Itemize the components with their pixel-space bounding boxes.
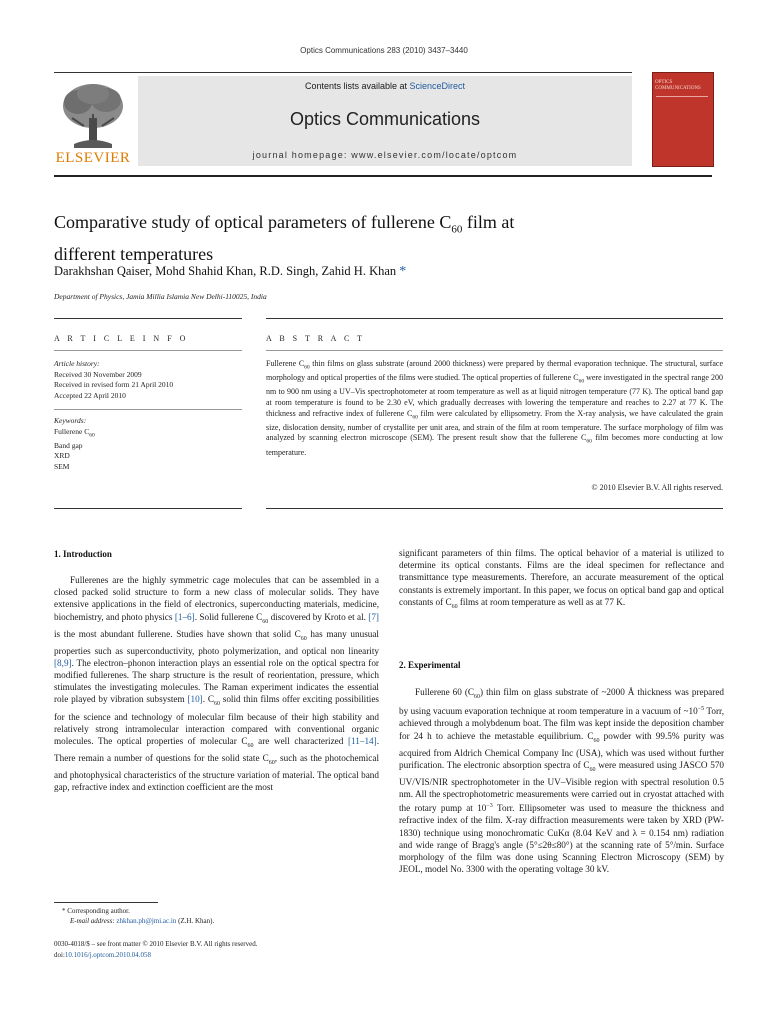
title-line2: different temperatures — [54, 243, 214, 264]
elsevier-wordmark: ELSEVIER — [55, 150, 131, 166]
issn-line: 0030-4018/$ – see front matter © 2010 Elsevier B.V. All rights reserved. — [54, 940, 258, 948]
journal-name: Optics Communications — [289, 109, 481, 129]
experimental-heading: 2. Experimental — [399, 660, 461, 670]
corresponding-author-mark[interactable]: * — [399, 264, 407, 279]
article-info-bottom-rule — [54, 508, 242, 509]
intro-text: is the most abundant fullerene. Studies have shown that solid C — [54, 628, 301, 639]
abstract-mid-rule — [266, 350, 723, 351]
footnote-corresponding-text: Corresponding author. — [65, 907, 130, 915]
intro-sub: 60 — [213, 701, 220, 708]
article-info-mid-rule — [54, 350, 242, 351]
title-subscript: 60 — [451, 223, 463, 236]
exp-sup: −5 — [697, 706, 705, 713]
abstract-text: thin films on glass substrate (around 2000 thickness) were prepared by thermal evaporation technique. The structural, surface morphology and optical properties of the films were studied. The optical properties of fullerene C — [266, 359, 724, 383]
abstract-text: were investigated in the spectral range 200 nm to 900 nm using a UV–Vis spectrophotometer at room temperature as well as at liquid nitrogen temperature (77 K). The optical band gap at room temperature is found to be 2.30 eV, which gradually decreases with lowering the temperature and reaches to 2.27 at 77 K. The thickness and refractive index of fullerene C — [266, 373, 723, 418]
intro-sub: 60 — [268, 759, 275, 766]
author-list — [54, 264, 714, 280]
sciencedirect-link[interactable]: ScienceDirect — [409, 81, 466, 91]
cover-rule — [656, 96, 708, 97]
keywords — [54, 416, 242, 472]
accepted-date: Accepted 22 April 2010 — [54, 390, 126, 400]
introduction-body — [54, 574, 379, 793]
cover-title — [655, 80, 709, 92]
intro-text: has many unusual properties such as superconductivity, photo polymerization, and optical non linearity — [54, 628, 379, 656]
header-top-rule — [54, 72, 632, 73]
contents-line — [138, 81, 632, 91]
intro-text: . C — [202, 694, 214, 705]
abstract-text: film were calculated by ellipsometry. From the X-ray analysis, we have calculated the grain size, dislocation density, number of crystallite per unit area, and strain of the film at room temperature. The surface morphology of film was analyzed by scanning electron microscope (SEM). The present result show that the fullerene C — [266, 408, 723, 443]
exp-sub: 60 — [593, 737, 600, 744]
keyword-4: SEM — [54, 461, 70, 471]
authors-text: Darakhshan Qaiser, Mohd Shahid Khan, R.D. Singh, Zahid H. Khan — [54, 264, 397, 278]
abstract-top-rule — [266, 318, 723, 319]
affiliation: Department of Physics, Jamia Millia Islamia New Delhi-110025, India — [54, 292, 267, 301]
header-bottom-rule — [54, 175, 712, 177]
abstract-text: Fullerene C — [266, 359, 305, 368]
abstract-bottom-rule — [266, 508, 723, 509]
keyword-1 — [54, 427, 242, 441]
email-suffix: (Z.H. Khan). — [176, 917, 215, 925]
doi-link[interactable]: 10.1016/j.optcom.2010.04.058 — [64, 951, 152, 959]
continuation-text: films at room temperature as well as at 77 K. — [457, 596, 626, 607]
keywords-rule — [54, 409, 242, 410]
abstract-text: film becomes more conducting at low temperature. — [266, 433, 724, 457]
abstract-sub: 60 — [304, 364, 310, 371]
cover-title-line1: OPTICS — [655, 80, 673, 85]
article-info-top-rule — [54, 318, 242, 319]
journal-reference: Optics Communications 283 (2010) 3437–3440 — [300, 46, 468, 55]
footnote-rule — [54, 902, 158, 903]
exp-sub: 60 — [589, 766, 596, 773]
article-title — [54, 210, 694, 266]
intro-sub: 60 — [247, 742, 254, 749]
abstract-sub: 60 — [586, 438, 592, 445]
intro-text: discovered by Kroto et al. — [268, 611, 369, 622]
continuation-sub: 60 — [451, 603, 458, 610]
doi-label: doi: — [54, 951, 65, 959]
exp-text: powder with 99.5% purity was acquired from Aldrich Chemical Company Inc (USA), which was used without further purification. The electronic absorption spectra of C — [399, 730, 724, 770]
exp-text: Fullerene 60 (C — [415, 687, 475, 697]
title-part: Comparative study of optical parameters of fullerene C — [54, 212, 452, 232]
citation-link[interactable]: [11–14] — [347, 735, 377, 746]
footnote-email — [70, 917, 390, 927]
exp-text: were measured using JASCO 570 UV/VIS/NIR spectrophotometer in the UV–Visible region with spectral resolution 0.5 nm. All the spectrophotometric measurements were carried out in cryostat attached with the rotary pump at 10 — [399, 759, 725, 814]
citation-link[interactable]: [7] — [368, 611, 379, 622]
exp-text: ) thin film on glass substrate of ~2000 Å thickness was prepared by using vacuum evaporation technique at room temperature in a vacuum of ~10 — [399, 687, 724, 717]
received-date: Received 30 November 2009 — [54, 369, 142, 379]
abstract-copyright: © 2010 Elsevier B.V. All rights reserved. — [591, 483, 723, 492]
footnote-mark: * — [62, 907, 66, 915]
exp-text: Torr, achieved through a molybdenum boat. The film was kept inside the deposition chamber for 24 h to achieve the metastable equilibrium. C — [399, 706, 724, 741]
keyword-3: XRD — [54, 451, 70, 460]
abstract-sub: 60 — [578, 378, 585, 385]
intro-sub: 60 — [300, 635, 307, 642]
author-email-link[interactable]: zhkhan.ph@jmi.ac.in — [116, 917, 177, 925]
citation-link[interactable]: [1–6] — [174, 611, 195, 622]
intro-text: Fullerenes are the highly symmetric cage molecules that can be assembled in a closed packed solid structure to form a new class of molecular solids. They have extensive applications in the field of electronics, superconducting materials, medicine, biochemistry, and photo physics — [54, 575, 379, 622]
continuation-text: significant parameters of thin films. The optical behavior of a material is utilized to determine its optical constants. Films are the ideal specimen for reflectance and transmittance type measurements. Therefore, an accurate measurement of the optical constants is extremely important. In this paper, we focus on optical band gap and optical constants of C — [399, 548, 724, 607]
cover-title-line2: COMMUNICATIONS — [655, 86, 701, 91]
keyword-1-text: Fullerene C — [54, 426, 90, 436]
intro-sub: 60 — [262, 618, 269, 625]
history-label: Article history: — [54, 359, 100, 368]
exp-text: Torr. Ellipsometer was used to measure the thickness and refractive index of the film. X-ray diffraction measurements were taken by XRD (PW-1830) technique using monochromatic CuKα (8.04 KeV and λ = 0.154 nm) radiation and wide range of Bragg's angle (5°≤2θ≤80°) at the scanning rate of 5°/min. Surface morphology of the film was done using Scanning Electron Microscopy (SEM) by JEOL, model No. 3300 with the operating voltage 30 kV. — [399, 803, 724, 875]
exp-sup: −3 — [486, 803, 493, 810]
exp-sub: 60 — [474, 693, 481, 700]
citation-link[interactable]: [10] — [187, 694, 203, 705]
intro-text: solid thin films offer exciting possibilities for the science and technology of molecular film because of their high stability and relatively strong intramolecular interaction compared with conventional organic molecules. The optical properties of molecular C — [54, 694, 379, 746]
title-part: film at — [462, 212, 515, 232]
intro-text: . There remain a number of questions for the solid state C — [54, 735, 379, 763]
intro-text: are well characterized — [253, 735, 348, 746]
abstract-sub: 60 — [412, 414, 418, 421]
introduction-heading: 1. Introduction — [54, 549, 112, 559]
email-label: E-mail address: — [70, 917, 117, 925]
keyword-2: Band gap — [54, 440, 83, 450]
right-column-continuation — [399, 547, 724, 613]
intro-text: . Solid fullerene C — [194, 611, 263, 622]
keyword-1-sub: 60 — [89, 432, 95, 438]
article-history — [54, 359, 242, 401]
article-info-heading: A R T I C L E I N F O — [54, 334, 189, 343]
doi-line — [54, 951, 384, 961]
intro-text: , such as the photochemical and photophysical characteristics of the structure variation of material. The optical band gap, refractive index and extinction coefficient are the most — [54, 752, 379, 793]
abstract-body — [266, 359, 723, 458]
revised-date: Received in revised form 21 April 2010 — [54, 380, 174, 389]
abstract-heading: A B S T R A C T — [266, 334, 366, 343]
citation-link[interactable]: [8,9] — [54, 657, 72, 668]
keywords-label: Keywords: — [54, 416, 87, 425]
contents-prefix: Contents lists available at — [304, 81, 410, 91]
intro-text: . The electron–phonon interaction plays an essential role on the optical spectra for modified fullerenes. The sharp structure is the result of reorientation, pressure, which stimulates the investigating molecules. The Raman experiment indicates the essential role played by vibration subsystem — [54, 657, 379, 705]
experimental-body — [399, 686, 724, 875]
footnote-corresponding — [62, 907, 382, 917]
journal-homepage[interactable]: journal homepage: www.elsevier.com/locate/optcom — [252, 150, 518, 160]
